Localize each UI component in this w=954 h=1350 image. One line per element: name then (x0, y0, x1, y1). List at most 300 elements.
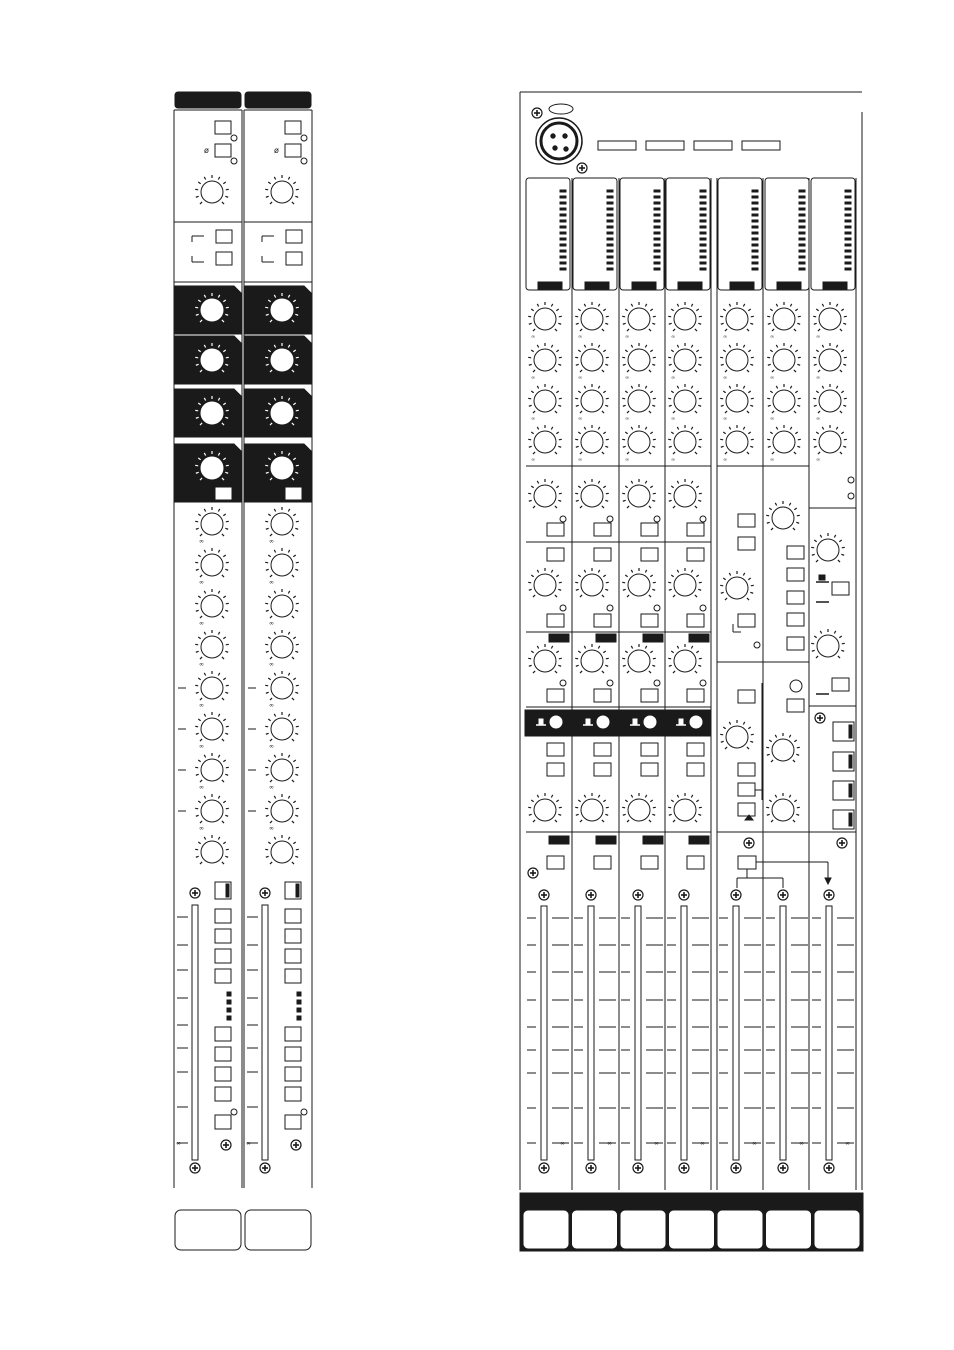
eq-knob (813, 425, 847, 454)
knob-tick (794, 370, 796, 372)
knob-cap (201, 841, 223, 863)
knob-tick (292, 575, 294, 577)
knob-cap (534, 308, 556, 330)
knob-cap (271, 718, 293, 740)
knob-tick (196, 569, 199, 570)
knob-tick (650, 486, 652, 488)
knob-tick (627, 329, 629, 331)
knob-tick (602, 370, 604, 372)
knob-tick (841, 554, 844, 555)
knob-tick (605, 814, 608, 815)
fader-5 (719, 890, 761, 1173)
meter-led (752, 202, 758, 204)
meter-label-bar (632, 282, 656, 289)
knob-tick (558, 364, 561, 365)
meter-led (560, 190, 566, 192)
knob-tick (293, 801, 295, 803)
knob-tick (603, 651, 605, 653)
meter-led (560, 196, 566, 198)
knob-tick (266, 610, 269, 611)
meter-led (560, 256, 566, 258)
knob-cap (726, 349, 748, 371)
knob-tick (775, 503, 776, 506)
infinity-symbol: ∞ (199, 620, 204, 627)
strip-column-2 (573, 178, 617, 463)
meter-led (845, 250, 851, 252)
knob-tick (602, 671, 604, 673)
knob-tick (584, 386, 585, 389)
knob-tick (602, 329, 604, 331)
knob-cap (628, 574, 650, 596)
knob-tick (795, 309, 797, 311)
eq-knob (767, 343, 801, 372)
push-glyph (539, 719, 543, 724)
meter-led (752, 268, 758, 270)
knob-tick (769, 740, 771, 742)
knob-tick (816, 656, 818, 658)
knob-tick (812, 650, 815, 651)
knob-tick (556, 350, 558, 352)
infinity-symbol: ∞ (269, 784, 274, 791)
knob-tick (729, 573, 730, 576)
arrow-head (825, 878, 831, 884)
led-indicator (654, 516, 660, 522)
meter-segment (227, 1000, 231, 1004)
meter-led (560, 262, 566, 264)
panel-screw (815, 713, 825, 723)
meter-led (799, 262, 805, 264)
meter-led (654, 250, 660, 252)
switch-button (738, 514, 755, 527)
knob-tick (580, 671, 582, 673)
knob-tick (836, 386, 837, 389)
knob-tick (531, 309, 533, 311)
knob-tick (598, 304, 599, 307)
knob-tick (598, 386, 599, 389)
knob-tick (691, 427, 692, 430)
knob-tick (645, 481, 646, 484)
meter-led (607, 208, 613, 210)
meter-led (607, 262, 613, 264)
knob-tick (691, 795, 692, 798)
switch-button (738, 856, 756, 869)
knob-tick (580, 452, 582, 454)
knob-tick (198, 760, 200, 762)
knob-tick (747, 370, 749, 372)
knob-tick (551, 386, 552, 389)
knob-tick (576, 364, 579, 365)
meter-led (845, 244, 851, 246)
push-glyph (633, 719, 637, 724)
infinity-symbol: ∞ (578, 375, 583, 381)
meter-led (700, 190, 706, 192)
switch-button (547, 743, 564, 756)
solo-button (215, 1115, 231, 1129)
knob-tick (673, 452, 675, 454)
knob-tick (696, 486, 698, 488)
knob-tick (627, 452, 629, 454)
knob-tick (602, 411, 604, 413)
knob-tick (696, 309, 698, 311)
channel-header-bar (175, 92, 241, 108)
fader-screw-top (586, 890, 596, 900)
knob-cap (201, 677, 223, 699)
knob-tick (794, 508, 796, 510)
infinity-symbol: ∞ (199, 825, 204, 832)
knob-tick (729, 386, 730, 389)
knob-cap (628, 799, 650, 821)
knob-tick (578, 486, 580, 488)
fader-slot (262, 905, 268, 1160)
knob-tick (598, 345, 599, 348)
meter-led (845, 256, 851, 258)
channel-label-bar (643, 634, 663, 642)
knob-tick (602, 452, 604, 454)
knob-tick (200, 739, 202, 741)
switch-button (285, 144, 301, 157)
strip-column-3 (620, 178, 664, 463)
knob-tick (775, 795, 776, 798)
knob-tick (691, 646, 692, 649)
fader-slot (780, 906, 786, 1160)
knob-tick (293, 637, 295, 639)
infinity-symbol: ∞ (531, 375, 536, 381)
infinity-symbol: ∞ (723, 334, 728, 340)
knob-tick (816, 560, 818, 562)
meter-led (845, 214, 851, 216)
knob-tick (652, 589, 655, 590)
aux-knob (195, 507, 229, 536)
knob-tick (818, 411, 820, 413)
knob-tick (556, 432, 558, 434)
knob-tick (669, 446, 672, 447)
knob-cap (581, 799, 603, 821)
knob-tick (625, 486, 627, 488)
meter-led (845, 226, 851, 228)
knob-tick (671, 800, 673, 802)
knob-tick (270, 657, 272, 659)
assign-button (285, 909, 301, 923)
knob-tick (288, 632, 289, 635)
knob-tick (295, 692, 298, 693)
knob-tick (650, 651, 652, 653)
knob-tick (695, 370, 697, 372)
knob-tick (834, 535, 835, 538)
knob-tick (691, 570, 692, 573)
meter-led (560, 232, 566, 234)
knob-tick (631, 304, 632, 307)
knob-tick (218, 509, 219, 512)
meter-led (799, 268, 805, 270)
knob-tick (266, 528, 269, 529)
eq-knob (813, 384, 847, 413)
aux-knob (195, 712, 229, 741)
knob-tick (204, 177, 205, 180)
knob-tick (295, 528, 298, 529)
knob-tick (578, 309, 580, 311)
knob-tick (200, 862, 202, 864)
left-channel-strip-1 (174, 92, 242, 1250)
knob-tick (584, 481, 585, 484)
channel-label-bar (689, 836, 709, 844)
switch-button (641, 689, 658, 702)
knob-tick (669, 814, 672, 815)
knob-tick (266, 692, 269, 693)
gain-knob (195, 175, 229, 204)
knob-tick (652, 814, 655, 815)
knob-tick (814, 405, 817, 406)
knob-tick (580, 595, 582, 597)
knob-tick (772, 329, 774, 331)
knob-tick (698, 405, 701, 406)
knob-tick (673, 411, 675, 413)
led-indicator (754, 642, 760, 648)
meter-led (560, 220, 566, 222)
pan-knob (528, 568, 562, 597)
fader-slot (588, 906, 594, 1160)
knob-tick (556, 651, 558, 653)
knob-tick (623, 364, 626, 365)
fader-slot (192, 905, 198, 1160)
level-knob (622, 644, 656, 673)
knob-tick (598, 795, 599, 798)
xlr-pin (553, 146, 557, 150)
meter-led (654, 220, 660, 222)
infinity-symbol: ∞ (770, 457, 775, 463)
knob-tick (771, 528, 773, 530)
knob-tick (529, 446, 532, 447)
knob-cap (201, 800, 223, 822)
knob-tick (218, 755, 219, 758)
knob-tick (578, 432, 580, 434)
knob-tick (200, 534, 202, 536)
knob-tick (814, 446, 817, 447)
meter-led (700, 232, 706, 234)
meter-led (845, 232, 851, 234)
knob-tick (772, 370, 774, 372)
knob-tick (268, 596, 270, 598)
knob-tick (770, 350, 772, 352)
switch-button (547, 523, 564, 536)
scribble-strip (245, 1210, 311, 1250)
meter-led (607, 226, 613, 228)
knob-tick (775, 735, 776, 738)
knob-tick (225, 651, 228, 652)
knob-tick (841, 350, 843, 352)
knob-tick (748, 350, 750, 352)
aux-knob (195, 835, 229, 864)
meter-led (654, 226, 660, 228)
knob-tick (695, 820, 697, 822)
meter-led (700, 220, 706, 222)
knob-tick (743, 573, 744, 576)
fader-infinity-label: ∞ (176, 1140, 181, 1147)
led-indicator (231, 158, 237, 164)
knob-tick (293, 182, 295, 184)
knob-cap (819, 308, 841, 330)
knob-tick (671, 350, 673, 352)
meter-led (799, 250, 805, 252)
aux-knob (265, 753, 299, 782)
knob-cap (817, 539, 839, 561)
push-glyph (679, 719, 683, 724)
knob-tick (533, 329, 535, 331)
knob-tick (222, 698, 224, 700)
knob-cap (628, 308, 650, 330)
knob-tick (266, 774, 269, 775)
knob-cap (201, 299, 223, 321)
knob-tick (645, 795, 646, 798)
dark-switch-block (525, 710, 571, 736)
eq-knob (813, 343, 847, 372)
knob-tick (602, 820, 604, 822)
knob-tick (768, 364, 771, 365)
knob-tick (270, 698, 272, 700)
knob-tick (673, 671, 675, 673)
eq-knob (767, 425, 801, 454)
knob-tick (841, 432, 843, 434)
knob-tick (578, 575, 580, 577)
knob-tick (816, 350, 818, 352)
knob-cap (271, 677, 293, 699)
knob-tick (698, 589, 701, 590)
knob-tick (584, 795, 585, 798)
knob-tick (625, 432, 627, 434)
knob-tick (673, 595, 675, 597)
knob-tick (776, 427, 777, 430)
knob-tick (288, 673, 289, 676)
infinity-symbol: ∞ (578, 334, 583, 340)
knob-tick (769, 508, 771, 510)
knob-tick (652, 446, 655, 447)
led-indicator (607, 516, 613, 522)
knob-tick (196, 610, 199, 611)
knob-tick (770, 391, 772, 393)
knob-tick (843, 323, 846, 324)
knob-tick (743, 304, 744, 307)
switch-button (787, 591, 804, 604)
meter-led (560, 226, 566, 228)
knob-tick (729, 345, 730, 348)
knob-tick (696, 350, 698, 352)
knob-tick (266, 651, 269, 652)
fader-6 (766, 890, 808, 1173)
knob-tick (695, 671, 697, 673)
knob-tick (627, 671, 629, 673)
knob-tick (814, 364, 817, 365)
meter-led (654, 196, 660, 198)
knob-tick (556, 391, 558, 393)
knob-tick (723, 432, 725, 434)
meter-led (752, 262, 758, 264)
switch-button (594, 548, 611, 561)
knob-tick (729, 427, 730, 430)
knob-tick (288, 591, 289, 594)
knob-tick (723, 578, 725, 580)
knob-tick (268, 637, 270, 639)
meter-led (799, 208, 805, 210)
panel-screw (744, 838, 754, 848)
knob-tick (288, 837, 289, 840)
knob-tick (295, 815, 298, 816)
infinity-symbol: ∞ (269, 825, 274, 832)
channel-header-bar (245, 92, 311, 108)
knob-tick (696, 575, 698, 577)
infinity-symbol: ∞ (816, 457, 821, 463)
knob-tick (223, 760, 225, 762)
push-glyph (586, 719, 590, 724)
knob-tick (580, 411, 582, 413)
aux-knob (265, 794, 299, 823)
channel-label-bar (596, 634, 616, 642)
right-control-column (811, 477, 854, 829)
knob-tick (295, 733, 298, 734)
infinity-symbol: ∞ (269, 661, 274, 668)
knob-tick (822, 427, 823, 430)
knob-tick (198, 678, 200, 680)
fader-screw-top (539, 890, 549, 900)
knob-cap (674, 308, 696, 330)
send-knob (622, 479, 656, 508)
knob-tick (795, 432, 797, 434)
knob-tick (295, 610, 298, 611)
meter-led (560, 244, 566, 246)
switch-button (687, 689, 704, 702)
knob-tick (295, 651, 298, 652)
knob-tick (204, 632, 205, 635)
infinity-symbol: ∞ (199, 661, 204, 668)
knob-tick (576, 500, 579, 501)
switch-button (641, 743, 658, 756)
knob-tick (223, 182, 225, 184)
knob-tick (531, 350, 533, 352)
knob-tick (725, 452, 727, 454)
knob-tick (840, 452, 842, 454)
knob-tick (218, 550, 219, 553)
knob-cap (773, 431, 795, 453)
knob-tick (691, 304, 692, 307)
meter-led (799, 220, 805, 222)
knob-tick (605, 364, 608, 365)
eq-knob (668, 302, 702, 331)
knob-tick (818, 370, 820, 372)
knob-tick (204, 673, 205, 676)
knob-tick (743, 386, 744, 389)
knob-tick (725, 411, 727, 413)
knob-tick (840, 411, 842, 413)
knob-tick (605, 589, 608, 590)
label-slot (670, 1211, 714, 1248)
knob-tick (200, 575, 202, 577)
led-indicator (607, 680, 613, 686)
meter-led (845, 196, 851, 198)
knob-tick (625, 391, 627, 393)
eq-knob (528, 343, 562, 372)
knob-tick (723, 391, 725, 393)
knob-cap (674, 650, 696, 672)
eq-knob (767, 384, 801, 413)
knob-cap (726, 431, 748, 453)
infinity-symbol: ∞ (578, 416, 583, 422)
infinity-symbol: ∞ (671, 375, 676, 381)
meter-segment (297, 1000, 301, 1004)
knob-tick (293, 555, 295, 557)
knob-tick (558, 589, 561, 590)
knob-tick (558, 665, 561, 666)
knob-tick (218, 837, 219, 840)
input-detail-2 (572, 479, 618, 869)
knob-tick (218, 714, 219, 717)
